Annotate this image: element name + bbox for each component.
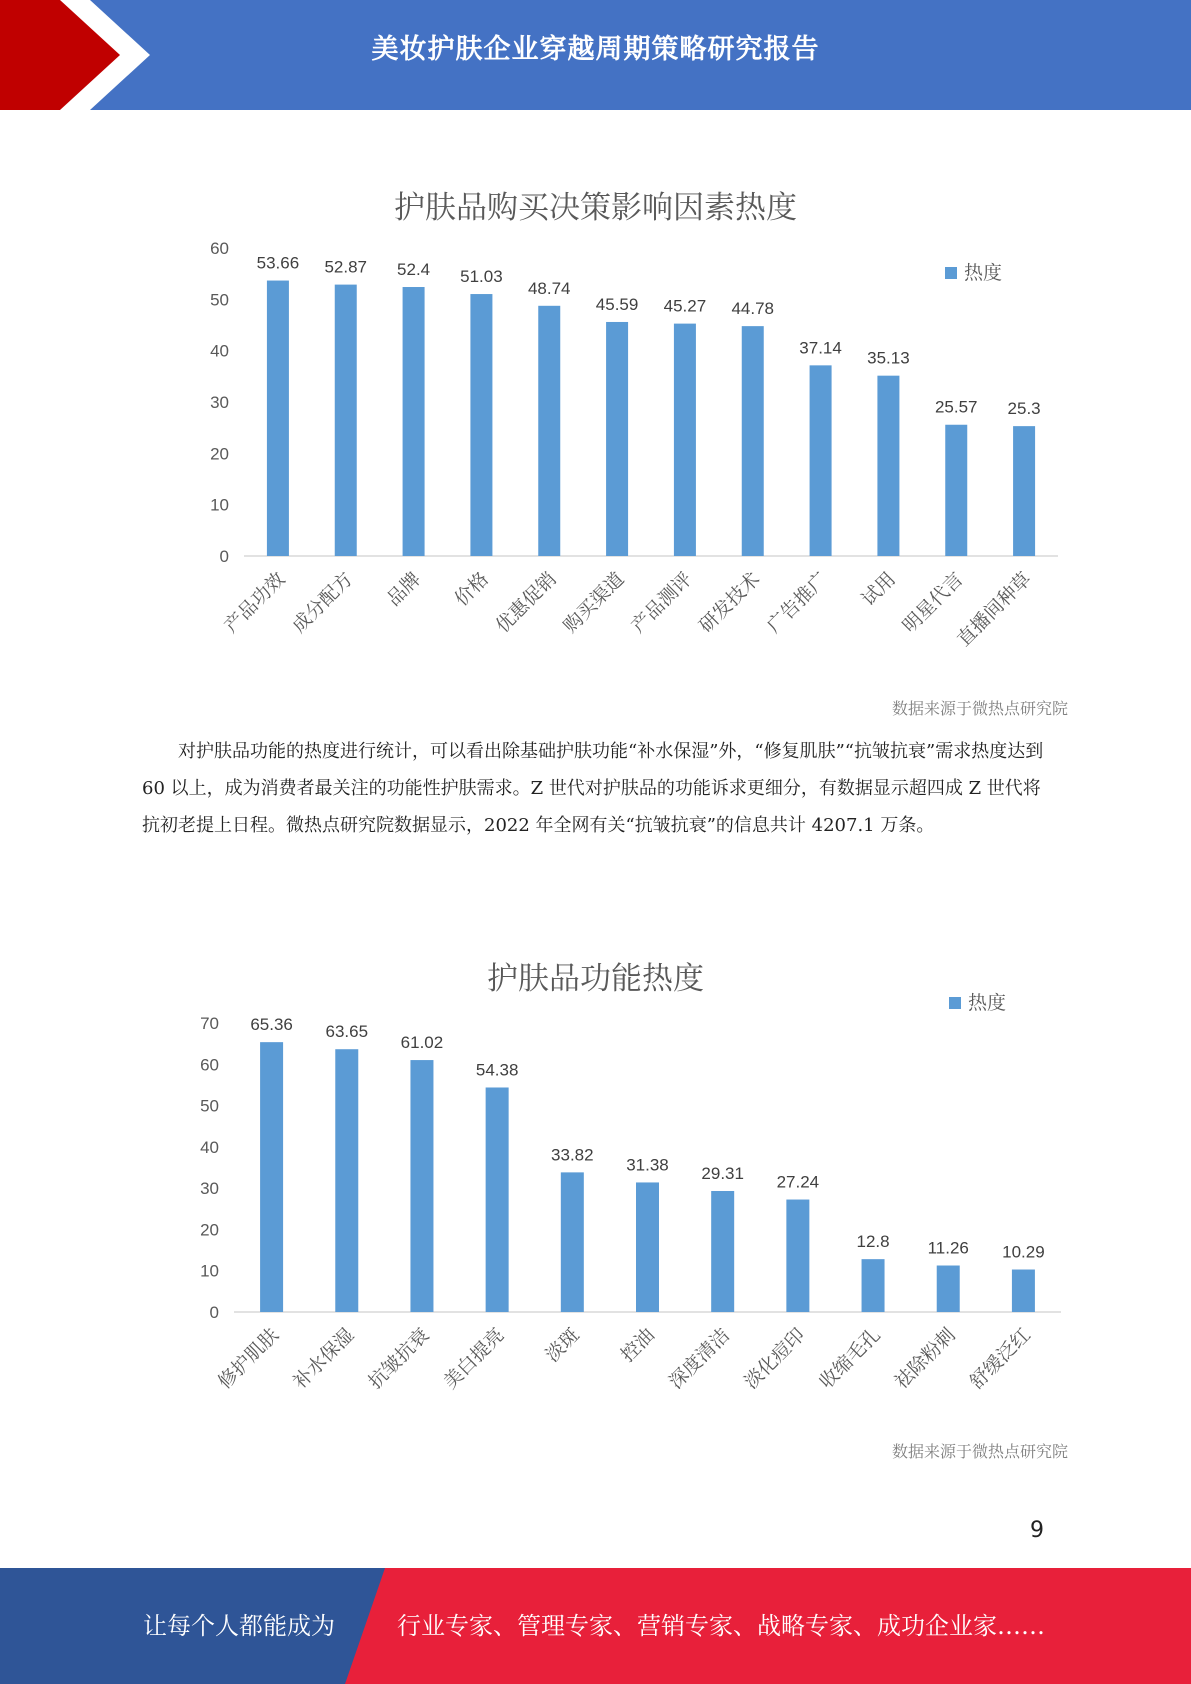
y-tick-label: 40 xyxy=(200,1137,219,1157)
y-tick-label: 10 xyxy=(200,1261,219,1281)
y-tick-label: 20 xyxy=(210,444,229,464)
legend-label: 热度 xyxy=(968,992,1007,1014)
y-tick-label: 60 xyxy=(200,1055,219,1075)
bar xyxy=(561,1172,584,1312)
bar xyxy=(937,1266,960,1312)
data-label: 29.31 xyxy=(701,1163,744,1183)
data-label: 52.4 xyxy=(397,260,431,280)
data-label: 25.57 xyxy=(934,397,978,417)
data-label: 10.29 xyxy=(1002,1242,1045,1262)
body-paragraph: 对护肤品功能的热度进行统计，可以看出除基础护肤功能“补水保湿”外，“修复肌肤”“抗皱抗衰”需求热度达到 60 以上，成为消费者最关注的功能性护肤需求。Z 世代对护肤品的功能诉求更细分，有数据显示超四成 Z 世代将抗初老提上日程。微热点研究院数据显示，2022 年全网有关“抗皱抗衰”的信息共计 4207.1 万条。 xyxy=(142,741,1044,836)
y-tick-label: 50 xyxy=(210,290,229,310)
category-label: 试用 xyxy=(857,567,900,611)
legend-swatch xyxy=(949,997,961,1009)
legend-swatch xyxy=(945,267,957,279)
category-label: 产品功效 xyxy=(220,567,290,638)
bar xyxy=(606,322,628,556)
bar xyxy=(1012,1270,1035,1312)
bar xyxy=(742,326,764,556)
category-label: 抗皱抗衰 xyxy=(364,1323,434,1394)
category-label: 明星代言 xyxy=(898,567,968,638)
category-label: 祛除粉刺 xyxy=(890,1323,960,1394)
bar xyxy=(877,376,899,556)
data-source-note: 数据来源于微热点研究院 xyxy=(891,1442,1068,1461)
data-label: 25.3 xyxy=(1007,399,1041,419)
y-tick-label: 70 xyxy=(200,1014,219,1033)
y-tick-label: 0 xyxy=(219,547,229,566)
category-label: 淡化痘印 xyxy=(740,1323,810,1394)
data-label: 44.78 xyxy=(731,299,775,319)
y-tick-label: 30 xyxy=(210,393,229,412)
category-label: 成分配方 xyxy=(287,567,358,638)
bar xyxy=(674,324,696,556)
data-label: 52.87 xyxy=(324,257,368,277)
data-label: 45.27 xyxy=(663,296,707,316)
category-label: 收缩毛孔 xyxy=(815,1323,885,1394)
y-tick-label: 60 xyxy=(210,239,229,258)
report-title: 美妆护肤企业穿越周期策略研究报告 xyxy=(371,34,820,65)
data-label: 63.65 xyxy=(325,1022,369,1042)
chart-title: 护肤品功能热度 xyxy=(487,961,704,997)
category-label: 广告推广 xyxy=(762,567,833,638)
bar xyxy=(486,1087,509,1312)
bar xyxy=(260,1042,283,1312)
legend-label: 热度 xyxy=(964,262,1003,284)
category-label: 优惠促销 xyxy=(491,567,561,638)
data-label: 27.24 xyxy=(776,1172,820,1192)
chart-function-heat xyxy=(0,945,1191,1465)
data-label: 35.13 xyxy=(867,348,910,368)
page-footer xyxy=(0,1568,1191,1684)
data-label: 61.02 xyxy=(400,1033,444,1053)
bar xyxy=(1013,426,1035,556)
y-tick-label: 0 xyxy=(209,1303,219,1322)
category-label: 直播间种草 xyxy=(952,567,1036,651)
data-label: 31.38 xyxy=(626,1155,669,1175)
category-label: 产品测评 xyxy=(627,567,697,638)
bar xyxy=(945,425,967,556)
chart-function-heat-svg xyxy=(0,945,1191,1465)
data-label: 11.26 xyxy=(927,1238,969,1258)
y-tick-label: 10 xyxy=(210,495,229,515)
bar xyxy=(335,285,357,556)
bar xyxy=(267,281,289,556)
data-label: 33.82 xyxy=(551,1145,594,1165)
chart-purchase-factors-svg xyxy=(0,170,1191,730)
data-label: 65.36 xyxy=(250,1015,293,1035)
category-label: 控油 xyxy=(616,1323,660,1367)
page-number: 9 xyxy=(1030,1518,1044,1543)
category-label: 品牌 xyxy=(382,567,426,611)
data-source-note: 数据来源于微热点研究院 xyxy=(891,699,1068,718)
category-label: 补水保湿 xyxy=(289,1323,359,1394)
footer-slogan-left: 让每个人都能成为 xyxy=(143,1612,335,1640)
category-label: 修护肌肤 xyxy=(213,1323,284,1394)
category-label: 研发技术 xyxy=(694,567,765,638)
y-tick-label: 50 xyxy=(200,1096,219,1116)
bar xyxy=(786,1200,809,1312)
page-header xyxy=(0,0,1191,110)
y-tick-label: 20 xyxy=(200,1220,219,1240)
data-label: 54.38 xyxy=(475,1060,519,1080)
data-label: 37.14 xyxy=(799,338,842,358)
data-label: 53.66 xyxy=(256,253,300,273)
bar xyxy=(470,294,492,556)
category-label: 深度清洁 xyxy=(664,1323,735,1394)
chart-purchase-factors xyxy=(0,170,1191,730)
data-label: 45.59 xyxy=(595,294,639,314)
bar xyxy=(410,1060,433,1312)
category-label: 美白提亮 xyxy=(439,1323,509,1394)
category-label: 淡斑 xyxy=(541,1323,584,1367)
category-label: 价格 xyxy=(450,567,493,611)
y-tick-label: 30 xyxy=(200,1179,219,1199)
chart-title: 护肤品购买决策影响因素热度 xyxy=(394,190,797,226)
bar xyxy=(538,306,560,556)
bar xyxy=(403,287,425,556)
bar xyxy=(636,1182,659,1312)
bar xyxy=(711,1191,734,1312)
bar xyxy=(335,1049,358,1312)
bar xyxy=(862,1259,885,1312)
data-label: 48.74 xyxy=(527,278,571,298)
category-label: 购买渠道 xyxy=(559,567,629,638)
bar xyxy=(810,365,832,556)
data-label: 51.03 xyxy=(460,267,503,287)
data-label: 12.8 xyxy=(856,1232,890,1252)
y-tick-label: 40 xyxy=(210,341,229,361)
footer-slogan-right: 行业专家、管理专家、营销专家、战略专家、成功企业家…… xyxy=(397,1612,1045,1640)
category-label: 舒缓泛红 xyxy=(965,1323,1035,1394)
